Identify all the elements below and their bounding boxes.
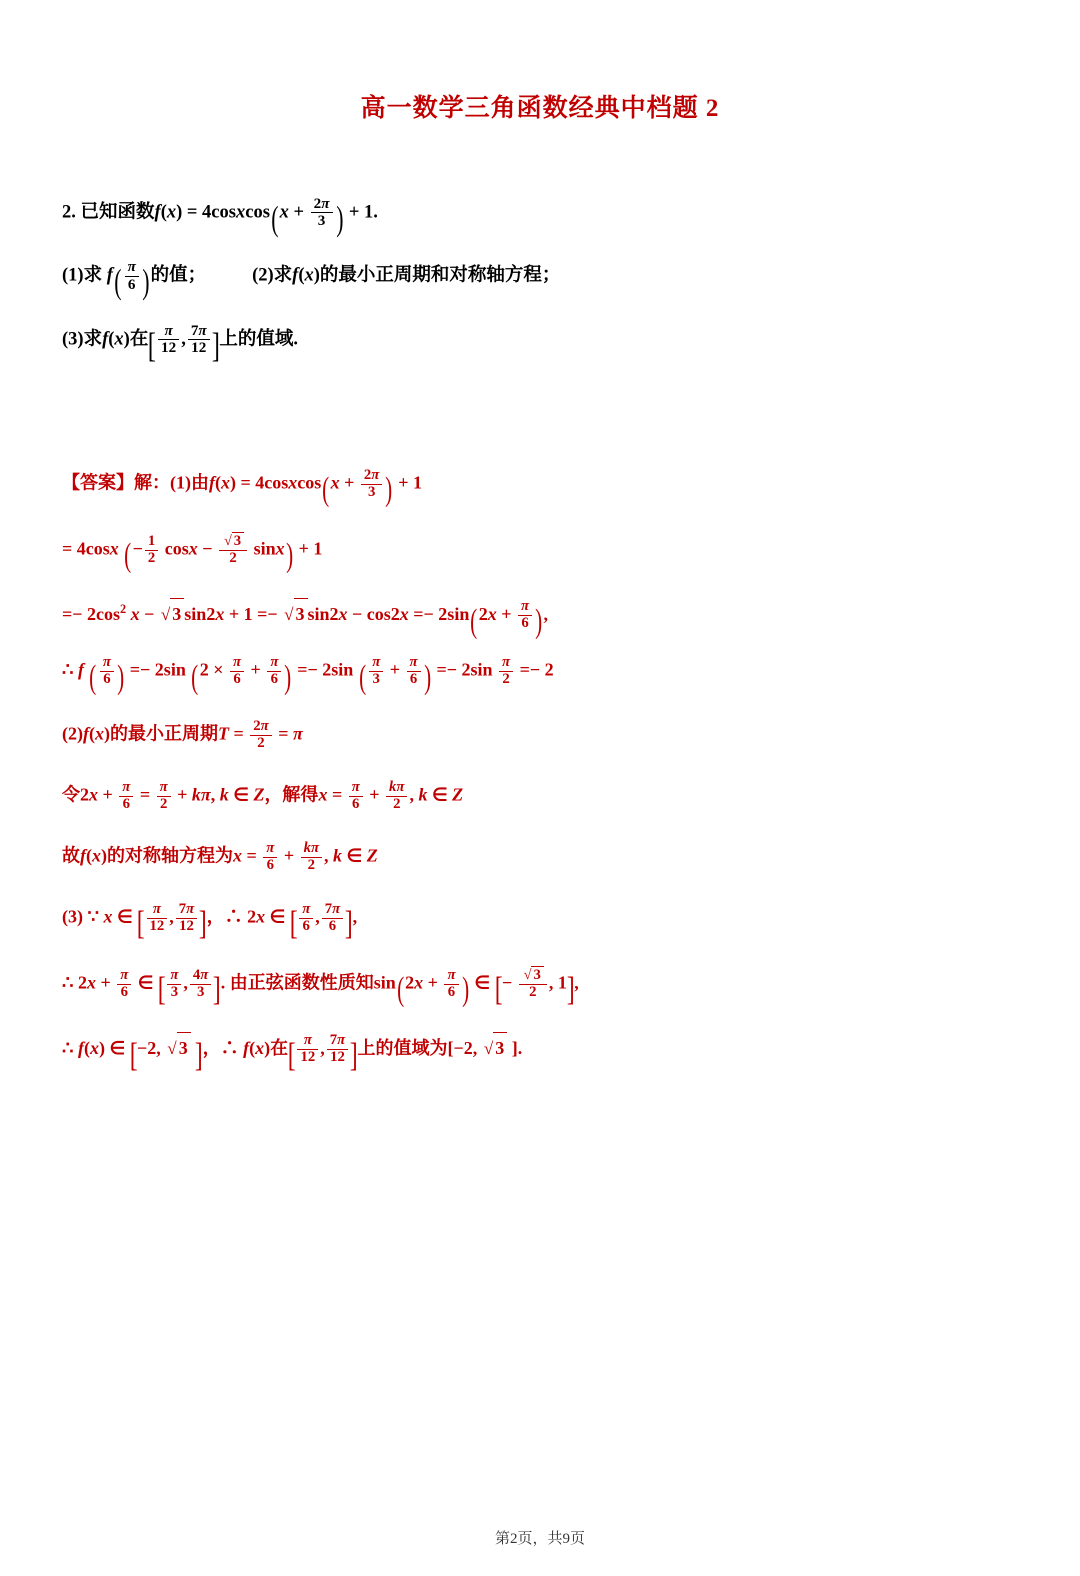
- answer-line-8: (3) ∵ x ∈ [ $\frac{\pi}{12}$ , $\frac{7\pi}{12}$ ]，∴ 2x ∈ [ $\frac{\pi}{6}$ , $\frac{7\pi}{6}$ ],: [62, 900, 358, 943]
- page-title: 高一数学三角函数经典中档题 2: [360, 95, 720, 122]
- answer-block: [62, 466, 1018, 1074]
- document-page: [0, 88, 1080, 1576]
- answer-label: 【答案】解：: [62, 472, 170, 493]
- answer-line-9: ∴ 2x + $\frac{\pi}{6}$ ∈ [ $\frac{\pi}{3}$ , $\frac{4\pi}{3}$ ]. 由正弦函数性质知sin(2x + $\frac{\pi}{6}$ ) ∈ [− $\frac{√ 3}{2}$ , 1],: [62, 966, 579, 1009]
- answer-line-2: = 4cosx (− $\frac{1}{2}$ cosx − $\frac{√ 3}{2}$ sinx) + 1: [62, 532, 323, 575]
- answer-line-6: 令2x + $\frac{\pi}{6}$ = $\frac{\pi}{2}$ + kπ, k ∈ Z，解得x = $\frac{\pi}{6}$ + $\frac{k\pi}{2}$ , k ∈ Z: [62, 779, 464, 813]
- question-number: 2.: [62, 202, 76, 223]
- question-part-3: (3)求f(x)在[ $\frac{\pi}{12}$ , $\frac{7\pi}{12}$ ]上的值域.: [62, 321, 299, 365]
- question-part-1-2: (1)求 f( $\frac{\pi}{6}$ )的值； (2)求f(x)的最小正周期和对称轴方程；: [62, 258, 561, 302]
- answer-line-5: (2)f(x)的最小正周期T = $\frac{2\pi}{2}$ = π: [62, 718, 303, 752]
- question-stem-prefix: 已知函数: [80, 202, 155, 223]
- answer-line-3: =− $2\cos^2$ x − √ 3 sin2x + 1 =− √ 3 sin2x − cos2x =− 2sin(2x + $\frac{\pi}{6}$ ),: [62, 598, 548, 640]
- answer-line-10: ∴ f(x) ∈ [−2, √ 3 ]，∴ f(x)在[ $\frac{\pi}{12}$ , $\frac{7\pi}{12}$ ]上的值域为[−2, √ 3 ].: [62, 1032, 523, 1074]
- question-stem: 2. 已知函数f(x) = 4cosxcos(x + $\frac{2\pi}{3}$ ) + 1.: [62, 195, 378, 239]
- question-block: [62, 195, 1018, 365]
- fraction-2pi-over-3: $\frac{2\pi}{3}$: [311, 196, 333, 230]
- answer-line-4: ∴ f ( $\frac{\pi}{6}$ ) =− 2sin (2 × $\frac{\pi}{6}$ + $\frac{\pi}{6}$ ) =− 2sin ( $\frac{\pi}{3}$ + $\frac{\pi}{6}$ ) =− 2sin $\frac{\pi}{2}$ =− 2: [62, 654, 554, 696]
- answer-line-7: 故f(x)的对称轴方程为x = $\frac{\pi}{6}$ + $\frac{k\pi}{2}$ , k ∈ Z: [62, 839, 378, 873]
- page-footer: 第2页，共9页: [494, 1531, 585, 1547]
- answer-line-1: 【答案】解：(1)由f(x) = 4cosxcos(x + $\frac{2\pi}{3}$ ) + 1: [62, 466, 422, 509]
